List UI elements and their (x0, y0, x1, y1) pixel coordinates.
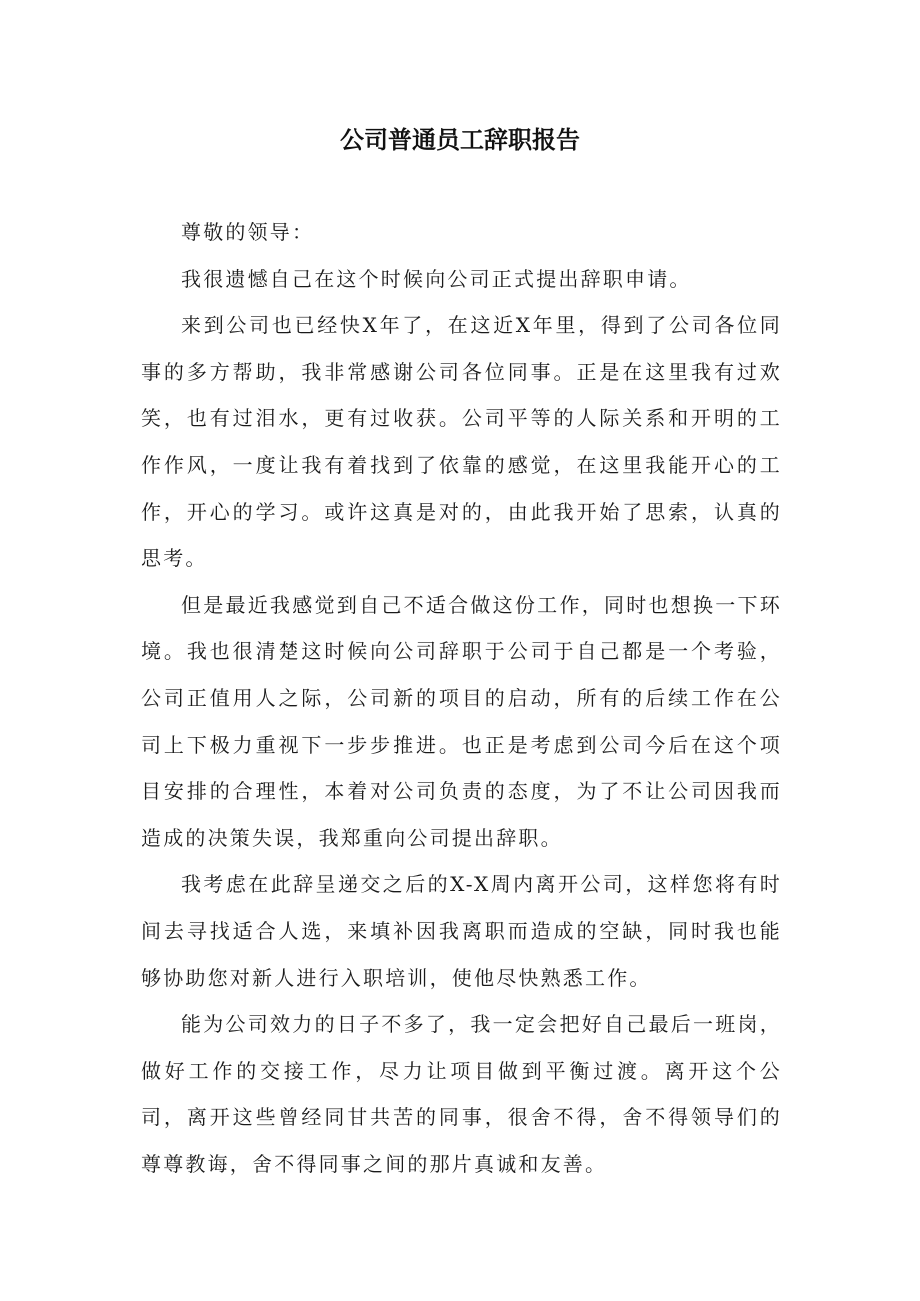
paragraph: 我考虑在此辞呈递交之后的X-X周内离开公司，这样您将有时间去寻找适合人选，来填补因我离职而造成的空缺，同时我也能够协助您对新人进行入职培训，使他尽快熟悉工作。 (141, 872, 782, 990)
document-body (141, 209, 782, 1187)
salutation: 尊敬的领导： (181, 220, 315, 244)
paragraph: 来到公司也已经快X年了，在这近X年里，得到了公司各位同事的多方帮助，我非常感谢公司各位同事。正是在这里我有过欢笑，也有过泪水，更有过收获。公司平等的人际关系和开明的工作作风，一度让我有着找到了依靠的感觉，在这里我能开心的工作，开心的学习。或许这真是对的，由此我开始了思索，认真的思考。 (141, 313, 782, 571)
paragraph: 但是最近我感觉到自己不适合做这份工作，同时也想换一下环境。我也很清楚这时候向公司辞职于公司于自己都是一个考验，公司正值用人之际，公司新的项目的启动，所有的后续工作在公司上下极力重视下一步步推进。也正是考虑到公司今后在这个项目安排的合理性，本着对公司负责的态度，为了不让公司因我而造成的决策失误，我郑重向公司提出辞职。 (141, 592, 782, 850)
document-title: 公司普通员工辞职报告 (340, 126, 580, 154)
paragraph: 能为公司效力的日子不多了，我一定会把好自己最后一班岗，做好工作的交接工作，尽力让项目做到平衡过渡。离开这个公司，离开这些曾经同甘共苦的同事，很舍不得，舍不得领导们的尊尊教诲，舍不得同事之间的那片真诚和友善。 (141, 1012, 782, 1176)
paragraph: 我很遗憾自己在这个时候向公司正式提出辞职申请。 (181, 266, 692, 291)
